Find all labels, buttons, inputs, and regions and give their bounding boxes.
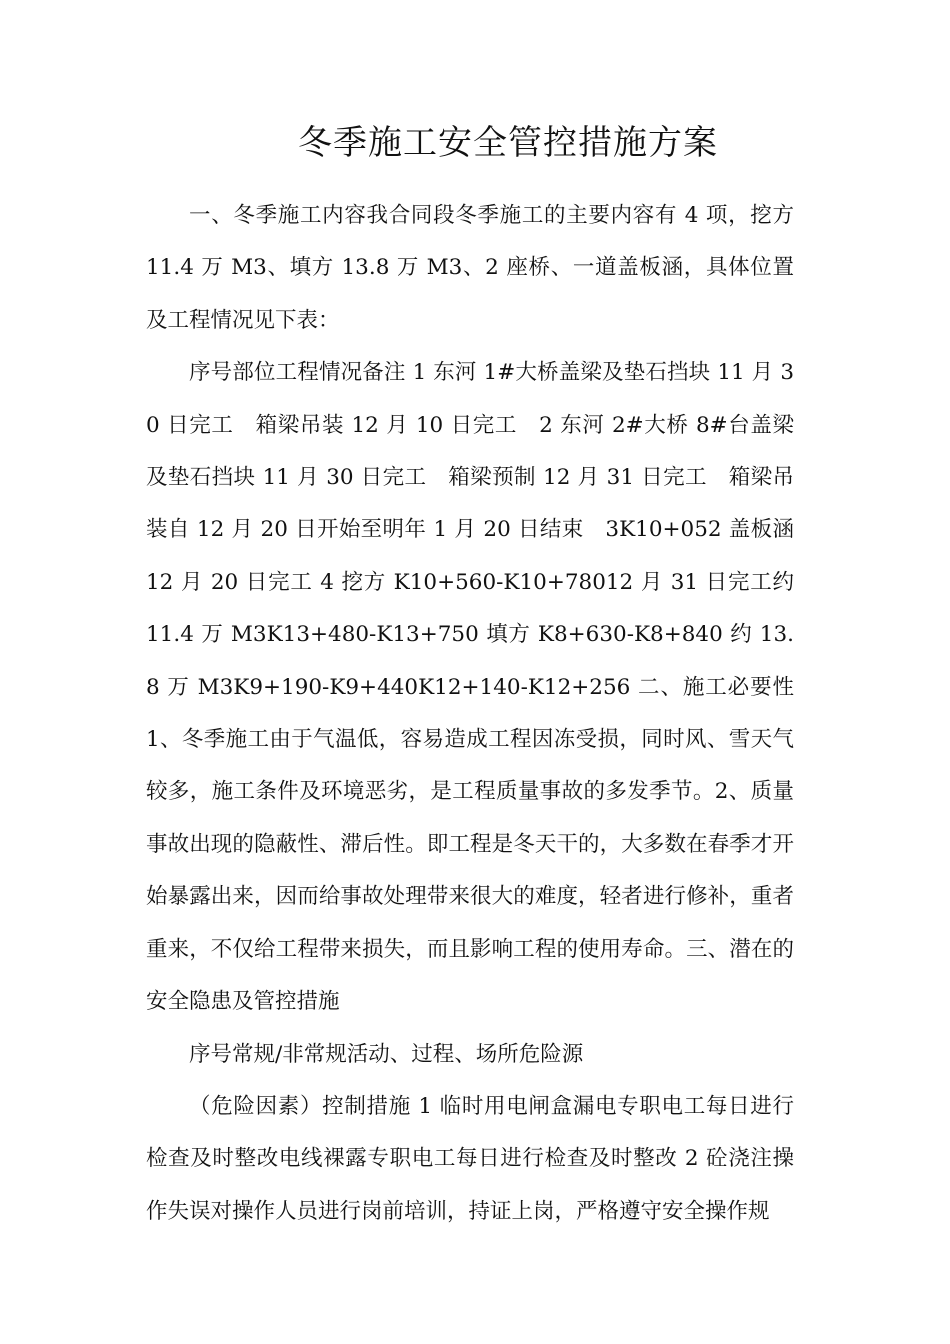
paragraph-hazard-table-header: 序号常规/非常规活动、过程、场所危险源 xyxy=(189,1041,584,1067)
paragraph-winter-construction-content: 一、冬季施工内容我合同段冬季施工的主要内容有 4 项，挖方 11.4 万 M3、填方 13.8 万 M3、2 座桥、一道盖板涵，具体位置及工程情况见下表： xyxy=(146,203,794,333)
paragraph-work-table-and-measures: 序号部位工程情况备注 1 东河 1#大桥盖梁及垫石挡块 11 月 30 日完工 箱梁吊装 12 月 10 日完工 2 东河 2#大桥 8#台盖梁及垫石挡块 11 月 30 日完工 箱梁预制 12 月 31 日完工 箱梁吊装自 12 月 20 日开始至明年 1 月 20 日结束 3K10+052 盖板涵 12 月 20 日完工 4 挖方 K10+560-K10+78012 月 31 日完工约 11.4 万 M3K13+480-K13+750 填方 K8+630-K8+840 约 13.8 万 M3K9+190-K9+440K12+140-K12+256 二、施工必要性 1、冬季施工由于气温低，容易造成工程因冻受损，同时风、雪天气较多，施工条件及环境恶劣，是工程质量事故的多发季节。2、质量事故出现的隐蔽性、滞后性。即工程是冬天干的，大多数在春季才开始暴露出来，因而给事故处理带来很大的难度，轻者进行修补，重者重来，不仅给工程带来损失，而且影响工程的使用寿命。三、潜在的安全隐患及管控措施 xyxy=(146,360,794,1015)
document-title: 冬季施工安全管控措施方案 xyxy=(298,123,718,163)
document-body xyxy=(146,190,794,1238)
paragraph-control-measures: （危险因素）控制措施 1 临时用电闸盒漏电专职电工每日进行检查及时整改电线裸露专职电工每日进行检查及时整改 2 砼浇注操作失误对操作人员进行岗前培训，持证上岗，严格遵守安全操作规 xyxy=(146,1093,794,1224)
